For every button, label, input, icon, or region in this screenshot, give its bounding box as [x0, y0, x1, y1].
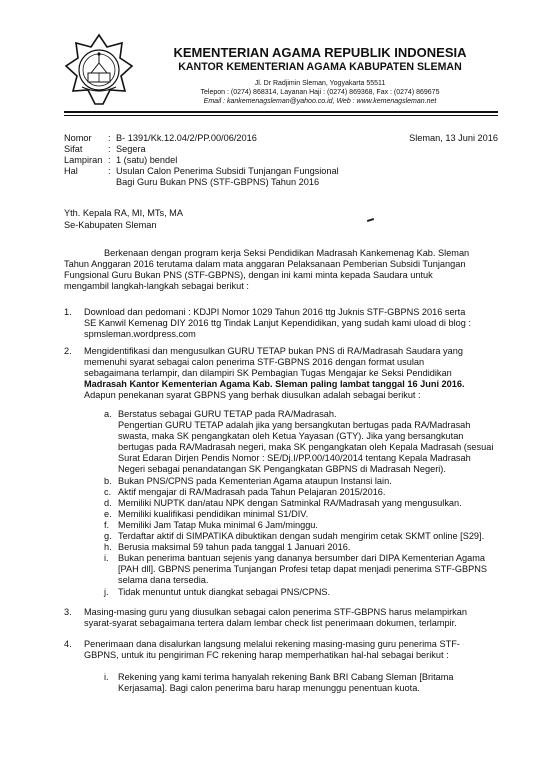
item-h-letter: h. — [104, 542, 112, 552]
hal-label: Hal — [64, 166, 78, 176]
opening-line-4: mengambil langkah-langkah sebagai berikut : — [64, 281, 249, 291]
kemenag-logo-icon — [64, 33, 134, 107]
item-d-line-1: Memiliki NUPTK dan/atau NPK dengan Satminkal RA/Madrasah yang mengusulkan. — [118, 498, 462, 508]
point-2-line-1: Mengidentifikasi dan mengusulkan GURU TETAP bukan PNS di RA/Madrasah Saudara yang — [84, 346, 463, 356]
point-4-item-i-line-2: Kerjasama]. Bagi calon penerima baru harap menunggu penentuan kuota. — [118, 683, 420, 693]
hal-colon: : — [108, 166, 111, 176]
addressee-line-2: Se-Kabupaten Sleman — [64, 220, 157, 230]
point-2-line-2: memenuhi syarat sebagai calon penerima STF-GBPNS 2016 dengan format usulan — [84, 357, 425, 367]
point-4-item-i-letter: i. — [104, 672, 109, 682]
item-a-line-6: Negeri sebagai penandatangan SK Pengangkatan GBPNS di Madrasah Negeri). — [118, 464, 446, 474]
point-4-item-i-line-1: Rekening yang kami terima hanyalah rekening Bank BRI Cabang Sleman [Britama — [118, 672, 454, 682]
sifat-colon: : — [108, 144, 111, 154]
item-i-line-2: [PAH dll]. GBPNS penerima Tunjangan Profesi tetap dapat menjadi penerima STF-GBPNS — [118, 564, 488, 574]
letterhead-address: Jl. Dr Radjimin Sleman, Yogyakarta 55511 — [254, 80, 386, 87]
item-e-line-1: Memiliki kualifikasi pendidikan minimal S1/DIV. — [118, 509, 309, 519]
opening-line-2: Tahun Anggaran 2016 terutama dalam mata anggaran Pelaksanaan Pemberian Subsidi Tunjangan — [64, 259, 466, 269]
item-f-letter: f. — [104, 520, 110, 530]
point-2-line-5: Adapun penekanan syarat GBPNS yang berhak diusulkan adalah sebagai berikut : — [84, 390, 421, 400]
opening-line-1: Berkenaan dengan program kerja Seksi Pendidikan Madrasah Kankemenag Kab. Sleman — [104, 248, 470, 258]
letterhead-rule-thick — [64, 111, 498, 113]
pen-mark — [367, 218, 374, 222]
item-i-line-1: Bukan penerima bantuan sejenis yang dananya bersumber dari DIPA Kementerian Agama — [118, 553, 486, 563]
point-4-line-1: Penerimaan dana disalurkan langsung melalui rekening masing-masing guru penerima STF- — [84, 639, 460, 649]
letterhead-contact: Email : kankemenagsleman@yahoo.co.id, Web : www.kemenagsleman.net — [203, 98, 437, 105]
nomor-label: Nomor — [64, 133, 92, 143]
point-1-line-2: SE Kanwil Kemenag DIY 2016 ttg Tindak Lanjut Kependidikan, yang sudah kami uload di blog : — [84, 318, 471, 328]
item-h-line-1: Berusia maksimal 59 tahun pada tanggal 1 Januari 2016. — [118, 542, 351, 552]
point-2-line-3: sebagaimana terlampir, dan dilampiri SK Pembagian Tugas Mengajar ke Seksi Pendidikan — [84, 368, 452, 378]
hal-value-line-2: Bagi Guru Bukan PNS (STF-GBPNS) Tahun 2016 — [116, 177, 320, 187]
item-a-line-2: Pengertian GURU TETAP adalah jika yang bersangkutan bertugas pada RA/Madrasah — [118, 420, 471, 430]
letter-date: Sleman, 13 Juni 2016 — [409, 133, 498, 143]
item-a-line-3: swasta, maka SK pengangkatan oleh Ketua Yayasan (GTY). Jika yang bersangkutan — [118, 431, 464, 441]
item-j-letter: j. — [104, 587, 109, 597]
item-d-letter: d. — [104, 498, 112, 508]
item-i-line-3: selama dana tersedia. — [118, 575, 209, 585]
point-1-number: 1. — [64, 307, 72, 317]
sifat-label: Sifat — [64, 144, 83, 154]
item-g-line-1: Terdaftar aktif di SIMPATIKA dibuktikan dengan sudah mengirim cetak SKMT online [S29]. — [118, 531, 485, 541]
point-3-number: 3. — [64, 607, 72, 617]
point-2-number: 2. — [64, 346, 72, 356]
nomor-colon: : — [108, 133, 111, 143]
letterhead-rule-thin — [64, 115, 498, 116]
point-3-line-2: syarat-syarat sebagaimana tertera dalam lembar check list penerimaan dokumen, terlampir. — [84, 618, 457, 628]
point-2-line-4: Madrasah Kantor Kementerian Agama Kab. Sleman paling lambat tanggal 16 Juni 2016. — [84, 379, 465, 389]
point-3-line-1: Masing-masing guru yang diusulkan sebagai calon penerima STF-GBPNS harus melampirkan — [84, 607, 467, 617]
item-b-line-1: Bukan PNS/CPNS pada Kementerian Agama ataupun Instansi lain. — [118, 476, 392, 486]
letterhead-office: KANTOR KEMENTERIAN AGAMA KABUPATEN SLEMAN — [178, 61, 462, 73]
sifat-value: Segera — [116, 144, 146, 154]
item-c-line-1: Aktif mengajar di RA/Madrasah pada Tahun Pelajaran 2015/2016. — [118, 487, 386, 497]
nomor-value: B- 1391/Kk.12.04/2/PP.00/06/2016 — [116, 133, 257, 143]
item-a-line-1: Berstatus sebagai GURU TETAP pada RA/Madrasah. — [118, 409, 337, 419]
addressee-line-1: Yth. Kepala RA, MI, MTs, MA — [64, 208, 183, 218]
item-a-line-4: bertugas pada RA/Madrasah negeri, maka SK pengangkatan oleh Kepala Madrasah (sesuai — [118, 442, 494, 452]
lampiran-colon: : — [108, 155, 111, 165]
point-4-number: 4. — [64, 639, 72, 649]
lampiran-value: 1 (satu) bendel — [116, 155, 178, 165]
item-b-letter: b. — [104, 476, 112, 486]
point-4-line-2: GBPNS, untuk itu pengiriman FC rekening harap memperhatikan hal-hal sebagai berikut : — [84, 650, 449, 660]
lampiran-label: Lampiran — [64, 155, 103, 165]
item-i-letter: i. — [104, 553, 109, 563]
hal-value-line-1: Usulan Calon Penerima Subsidi Tunjangan Fungsional — [116, 166, 339, 176]
letterhead-ministry: KEMENTERIAN AGAMA REPUBLIK INDONESIA — [173, 45, 467, 60]
item-c-letter: c. — [104, 487, 112, 497]
item-e-letter: e. — [104, 509, 112, 519]
item-j-line-1: Tidak menuntut untuk diangkat sebagai PNS/CPNS. — [118, 587, 331, 597]
point-1-line-1: Download dan pedomani : KDJPI Nomor 1029 Tahun 2016 ttg Juknis STF-GBPNS 2016 serta — [84, 307, 466, 317]
item-g-letter: g. — [104, 531, 112, 541]
letterhead-phones: Telepon : (0274) 868314, Layanan Haji : (0274) 869368, Fax : (0274) 869675 — [200, 89, 440, 96]
item-a-line-5: Surat Edaran Dirjen Pendis Nomor : SE/Dj.I/PP.00/140/2014 tentang Kepala Madrasah — [118, 453, 471, 463]
item-a-letter: a. — [104, 409, 112, 419]
point-1-line-3: spmsleman.wordpress.com — [84, 329, 196, 339]
opening-line-3: Fungsional Guru Bukan PNS (STF-GBPNS), dengan ini kami minta kepada Saudara untuk — [64, 270, 433, 280]
item-f-line-1: Memiliki Jam Tatap Muka minimal 6 Jam/minggu. — [118, 520, 318, 530]
